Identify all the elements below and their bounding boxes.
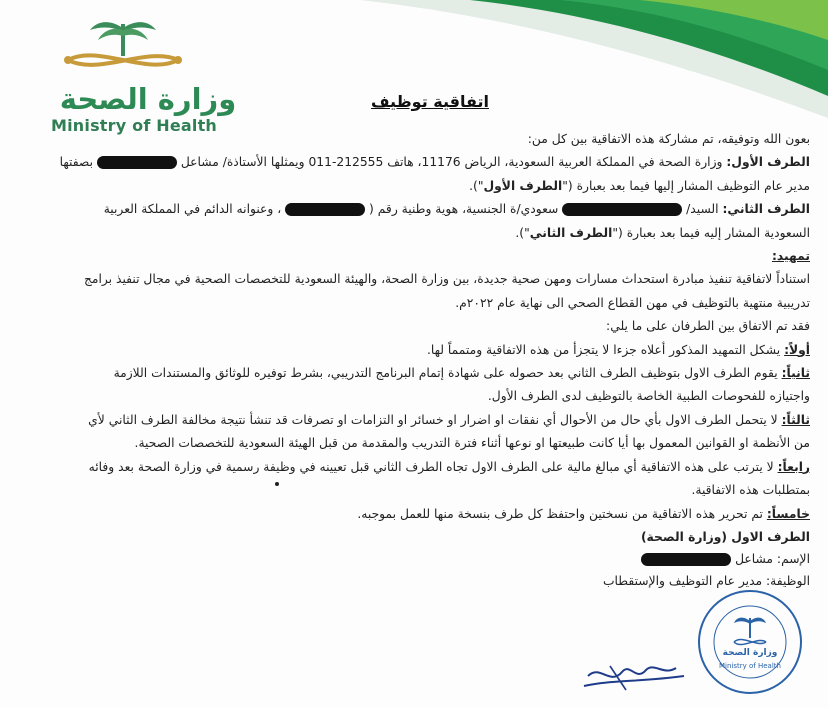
clause-4 [18, 456, 810, 479]
signature-image [580, 646, 690, 696]
redacted-id [285, 203, 365, 216]
clause-4-cont [18, 479, 810, 502]
clause-3-text: لا يتحمل الطرف الاول بأي حال من الأحوال أي نفقات او اضرار او خسائر او التزامات او تصرفات قد تنشأ نتيجة مخالفة الطرف الثاني لأي [88, 412, 782, 427]
second-party-address: ، وعنوانه الدائم في المملكة العربية [103, 202, 282, 217]
agreement-intro-text: فقد تم الاتفاق بين الطرفان على ما يلي: [606, 319, 810, 334]
clause-3-text-cont: من الأنظمة او القوانين المعمول بها أيا كانت طبيعتها او نوعها أثناء فترة التدريب والمقدمة من قبل الهيئة السعودية للتخصصات الصحية. [134, 436, 810, 451]
clause-2 [18, 362, 810, 385]
clause-4-text-cont: بمتطلبات هذه الاتفاقية. [691, 483, 810, 498]
signer-name-label: الإسم: مشاعل [735, 552, 810, 566]
first-party-label: الطرف الأول: [726, 155, 810, 170]
second-party-label: الطرف الثاني: [722, 202, 810, 217]
first-party-title-text: مدير عام التوظيف المشار إليها فيما بعد بعبارة (" [562, 178, 810, 193]
clause-2-label: ثانياً: [781, 366, 810, 381]
first-party-line [18, 151, 810, 174]
logo-arabic-text: وزارة الصحة [59, 82, 237, 116]
clause-1-text: يشكل التمهيد المذكور أعلاه جزءا لا يتجزأ من هذه الاتفاقية ومتمماً لها. [426, 342, 785, 357]
intro-text: بعون الله وتوفيقه، تم مشاركة هذه الاتفاقية بين كل من: [527, 132, 810, 146]
first-party-title-line [18, 175, 810, 198]
stray-dot [275, 482, 279, 486]
stamp-arabic-text: وزارة الصحة [722, 648, 778, 658]
second-party-alias-text: السعودية المشار إليه فيما بعد بعبارة (" [612, 225, 810, 240]
clause-5-label: خامساً: [766, 506, 810, 521]
first-party-alias: الطرف الأول [483, 178, 563, 193]
clause-4-label: رابعاً: [777, 459, 810, 474]
second-party-line [18, 198, 810, 221]
first-party-close: "). [469, 178, 484, 193]
clause-5-text: تم تحرير هذه الاتفاقية من نسختين واحتفظ كل طرف بنسخة منها للعمل بموجبه. [357, 506, 767, 521]
second-party-alias-line [18, 222, 810, 245]
clause-3 [18, 409, 810, 432]
clause-5 [18, 503, 810, 526]
signer-name-line [420, 548, 810, 570]
signer-heading: الطرف الاول (وزارة الصحة) [640, 530, 810, 544]
clause-1 [18, 339, 810, 362]
document-title: اتفاقية توظيف [371, 92, 489, 111]
official-stamp [696, 588, 804, 696]
clause-4-text: لا يترتب على هذه الاتفاقية أي مبالغ مالية على الطرف الاول تجاه الطرف الثاني قبل تعيينه في وظيفة رسمية في وزارة الصحة بعد وفائه [88, 459, 778, 474]
clause-3-cont [18, 432, 810, 455]
second-party-close: "). [515, 225, 530, 240]
redacted-surname [97, 156, 177, 169]
preamble-heading [18, 245, 810, 268]
signer-block [420, 526, 810, 592]
redacted-name [562, 203, 682, 216]
first-party-text: وزارة الصحة في المملكة العربية السعودية، الرياض 11176، هاتف 212555-011 ويمثلها الأستاذة/ مشاعل [180, 155, 727, 170]
preamble-line-1 [18, 268, 810, 291]
clause-3-label: ثالثاً: [781, 412, 810, 427]
agreement-body [18, 128, 810, 526]
clause-1-label: أولاً: [784, 342, 810, 357]
logo-english-text: Ministry of Health [50, 116, 218, 135]
redacted-signer-surname [641, 553, 731, 566]
second-party-alias: الطرف الثاني [529, 225, 613, 240]
preamble-text-1: استناداً لاتفاقية تنفيذ مبادرة استحداث مسارات ومهن صحية جديدة، بين وزارة الصحة، والهيئة السعودية للتخصصات الصحية في مجال تنفيذ برامج [83, 272, 810, 287]
first-party-role: بصفتها [59, 155, 97, 170]
preamble-line-2 [18, 292, 810, 315]
clause-2-cont [18, 385, 810, 408]
second-party-id-text: سعودي/ة الجنسية، هوية وطنية رقم ( [369, 202, 559, 217]
agreement-intro-line [18, 315, 810, 338]
clause-2-text-cont: واجتيازه للفحوصات الطبية الخاصة بالتوظيف لدى الطرف الأول. [487, 389, 810, 404]
clause-2-text: يقوم الطرف الاول بتوظيف الطرف الثاني بعد حصوله على شهادة إتمام البرنامج التدريبي، بشرط توفيره للوثائق والمستندات اللازمة [113, 366, 782, 381]
signer-job: الوظيفة: مدير عام التوظيف والإستقطاب [602, 574, 810, 588]
preamble-text-2: تدريبية منتهية بالتوظيف في مهن القطاع الصحي الى نهاية عام ٢٠٢٢م. [455, 295, 810, 310]
stamp-english-text: Ministry of Health [719, 662, 781, 670]
ministry-logo [28, 16, 237, 135]
intro-line [18, 128, 810, 151]
preamble-label: تمهيد: [771, 249, 810, 264]
second-party-prefix: السيد/ [686, 202, 723, 217]
